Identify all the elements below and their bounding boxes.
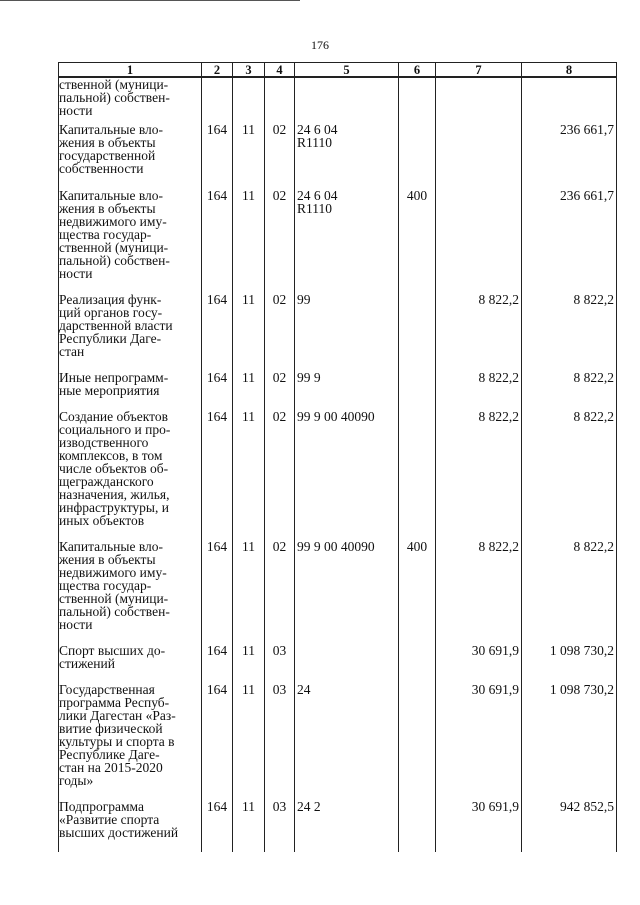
subsection-code: 02 bbox=[265, 410, 295, 540]
row-name-line: щества государ- bbox=[59, 227, 152, 242]
row-name-line: иных объектов bbox=[59, 513, 145, 528]
row-name-line: ности bbox=[59, 617, 93, 632]
row-name-line: социального и про- bbox=[59, 422, 171, 437]
target-article-code bbox=[295, 644, 399, 683]
expense-type-code: 400 bbox=[399, 540, 436, 644]
row-name-line: Иные непрограмм- bbox=[59, 370, 169, 385]
row-name-line: Республики Даге- bbox=[59, 331, 162, 346]
admin-code: 164 bbox=[202, 410, 233, 540]
row-name bbox=[59, 683, 202, 800]
section-code: 11 bbox=[233, 189, 265, 293]
expense-type-code bbox=[399, 644, 436, 683]
target-article-line: 24 6 04 bbox=[297, 122, 338, 137]
row-name bbox=[59, 410, 202, 540]
row-name-line: стан bbox=[59, 344, 85, 359]
row-name-line: Капитальные вло- bbox=[59, 188, 163, 203]
target-article-line: R1110 bbox=[297, 135, 333, 150]
amount-col7: 30 691,9 bbox=[436, 800, 522, 852]
row-name-line: инфраструктуры, и bbox=[59, 500, 169, 515]
row-name-line: числе объектов об- bbox=[59, 461, 169, 476]
row-name-line: ственной (муници- bbox=[59, 77, 169, 92]
section-code: 11 bbox=[233, 123, 265, 189]
table-row bbox=[59, 189, 617, 293]
row-name-line: Подпрограмма bbox=[59, 799, 144, 814]
subsection-code: 02 bbox=[265, 371, 295, 410]
row-name bbox=[59, 371, 202, 410]
table-row bbox=[59, 371, 617, 410]
amount-col7: 8 822,2 bbox=[436, 371, 522, 410]
row-name-line: ные мероприятия bbox=[59, 383, 160, 398]
admin-code: 164 bbox=[202, 683, 233, 800]
amount-col7: 30 691,9 bbox=[436, 683, 522, 800]
row-name bbox=[59, 123, 202, 189]
expense-type-code bbox=[399, 371, 436, 410]
subsection-code: 02 bbox=[265, 189, 295, 293]
amount-col8: 942 852,5 bbox=[522, 800, 617, 852]
row-name-line: дарственной власти bbox=[59, 318, 173, 333]
expense-type-code bbox=[399, 410, 436, 540]
row-name bbox=[59, 293, 202, 371]
amount-col7: 8 822,2 bbox=[436, 410, 522, 540]
admin-code: 164 bbox=[202, 293, 233, 371]
target-article-code bbox=[295, 683, 399, 800]
row-name-line: изводственного bbox=[59, 435, 149, 450]
row-name-line: щества государ- bbox=[59, 578, 152, 593]
row-name-line: комплексов, в том bbox=[59, 448, 163, 463]
target-article-code bbox=[295, 410, 399, 540]
amount-col7 bbox=[436, 123, 522, 189]
row-name-line: Реализация функ- bbox=[59, 292, 162, 307]
amount-col8: 1 098 730,2 bbox=[522, 644, 617, 683]
row-name-line: собственности bbox=[59, 161, 144, 176]
table-row bbox=[59, 293, 617, 371]
row-name-line: щегражданского bbox=[59, 474, 154, 489]
col-header-5: 5 bbox=[295, 63, 399, 78]
col-header-8: 8 bbox=[522, 63, 617, 78]
row-name-line: пальной) собствен- bbox=[59, 253, 170, 268]
amount-col8: 8 822,2 bbox=[522, 540, 617, 644]
target-article-line: 24 bbox=[297, 682, 311, 697]
row-name-line: ности bbox=[59, 266, 93, 281]
row-name-line: стан на 2015-2020 bbox=[59, 760, 163, 775]
table-row bbox=[59, 77, 617, 123]
admin-code: 164 bbox=[202, 371, 233, 410]
admin-code: 164 bbox=[202, 540, 233, 644]
amount-col7: 8 822,2 bbox=[436, 293, 522, 371]
col-header-4: 4 bbox=[265, 63, 295, 78]
expense-type-code bbox=[399, 123, 436, 189]
expense-type-code bbox=[399, 293, 436, 371]
col-header-7: 7 bbox=[436, 63, 522, 78]
target-article-code bbox=[295, 123, 399, 189]
amount-col8: 1 098 730,2 bbox=[522, 683, 617, 800]
section-code: 11 bbox=[233, 540, 265, 644]
target-article-line: 24 6 04 bbox=[297, 188, 338, 203]
section-code: 11 bbox=[233, 800, 265, 852]
budget-table bbox=[58, 62, 617, 852]
row-name-line: «Развитие спорта bbox=[59, 812, 160, 827]
row-name-line: пальной) собствен- bbox=[59, 604, 170, 619]
row-name-line: программа Респуб- bbox=[59, 695, 170, 710]
row-name-line: Капитальные вло- bbox=[59, 539, 163, 554]
amount-col7 bbox=[436, 77, 522, 123]
row-name-line: ственной (муници- bbox=[59, 591, 169, 606]
amount-col7 bbox=[436, 189, 522, 293]
row-name-line: ности bbox=[59, 103, 93, 118]
row-name bbox=[59, 540, 202, 644]
row-name-line: жения в объекты bbox=[59, 552, 156, 567]
admin-code: 164 bbox=[202, 644, 233, 683]
amount-col7: 30 691,9 bbox=[436, 644, 522, 683]
section-code: 11 bbox=[233, 683, 265, 800]
table-row bbox=[59, 644, 617, 683]
amount-col7: 8 822,2 bbox=[436, 540, 522, 644]
admin-code: 164 bbox=[202, 189, 233, 293]
expense-type-code bbox=[399, 800, 436, 852]
table-row bbox=[59, 683, 617, 800]
amount-col8: 236 661,7 bbox=[522, 123, 617, 189]
table-row bbox=[59, 123, 617, 189]
amount-col8: 8 822,2 bbox=[522, 410, 617, 540]
top-rule bbox=[0, 0, 300, 1]
section-code: 11 bbox=[233, 371, 265, 410]
row-name-line: Государственная bbox=[59, 682, 155, 697]
target-article-code bbox=[295, 371, 399, 410]
target-article-line: 99 9 00 40090 bbox=[297, 409, 375, 424]
row-name-line: недвижимого иму- bbox=[59, 214, 167, 229]
row-name-line: культуры и спорта в bbox=[59, 734, 175, 749]
page-number: 176 bbox=[311, 38, 329, 52]
row-name-line: витие физической bbox=[59, 721, 163, 736]
target-article-line: 99 9 bbox=[297, 370, 321, 385]
expense-type-code bbox=[399, 683, 436, 800]
row-name bbox=[59, 77, 202, 123]
row-name-line: высших достижений bbox=[59, 825, 179, 840]
col-header-1: 1 bbox=[59, 63, 202, 78]
target-article-code bbox=[295, 77, 399, 123]
subsection-code: 03 bbox=[265, 800, 295, 852]
expense-type-code: 400 bbox=[399, 189, 436, 293]
row-name-line: годы» bbox=[59, 773, 94, 788]
row-name-line: жения в объекты bbox=[59, 201, 156, 216]
amount-col8 bbox=[522, 77, 617, 123]
row-name-line: государственной bbox=[59, 148, 156, 163]
row-name-line: Создание объектов bbox=[59, 409, 169, 424]
target-article-line: 99 bbox=[297, 292, 311, 307]
amount-col8: 236 661,7 bbox=[522, 189, 617, 293]
target-article-code bbox=[295, 800, 399, 852]
target-article-line: R1110 bbox=[297, 201, 333, 216]
row-name-line: Капитальные вло- bbox=[59, 122, 163, 137]
col-header-6: 6 bbox=[399, 63, 436, 78]
col-header-3: 3 bbox=[233, 63, 265, 78]
section-code: 11 bbox=[233, 644, 265, 683]
admin-code bbox=[202, 77, 233, 123]
target-article-code bbox=[295, 293, 399, 371]
admin-code: 164 bbox=[202, 123, 233, 189]
col-header-2: 2 bbox=[202, 63, 233, 78]
table-row bbox=[59, 410, 617, 540]
section-code bbox=[233, 77, 265, 123]
table-row bbox=[59, 800, 617, 852]
subsection-code bbox=[265, 77, 295, 123]
target-article-code bbox=[295, 540, 399, 644]
header-row bbox=[59, 63, 617, 78]
target-article-line: 99 9 00 40090 bbox=[297, 539, 375, 554]
subsection-code: 03 bbox=[265, 683, 295, 800]
subsection-code: 03 bbox=[265, 644, 295, 683]
subsection-code: 02 bbox=[265, 293, 295, 371]
admin-code: 164 bbox=[202, 800, 233, 852]
row-name-line: Республике Даге- bbox=[59, 747, 160, 762]
row-name-line: лики Дагестан «Раз- bbox=[59, 708, 176, 723]
row-name-line: Спорт высших до- bbox=[59, 643, 166, 658]
target-article-line: 24 2 bbox=[297, 799, 321, 814]
row-name-line: ций органов госу- bbox=[59, 305, 163, 320]
target-article-code bbox=[295, 189, 399, 293]
row-name bbox=[59, 800, 202, 852]
expense-type-code bbox=[399, 77, 436, 123]
row-name bbox=[59, 644, 202, 683]
row-name-line: недвижимого иму- bbox=[59, 565, 167, 580]
section-code: 11 bbox=[233, 410, 265, 540]
row-name-line: назначения, жилья, bbox=[59, 487, 170, 502]
row-name bbox=[59, 189, 202, 293]
table-row bbox=[59, 540, 617, 644]
amount-col8: 8 822,2 bbox=[522, 371, 617, 410]
row-name-line: жения в объекты bbox=[59, 135, 156, 150]
row-name-line: ственной (муници- bbox=[59, 240, 169, 255]
subsection-code: 02 bbox=[265, 123, 295, 189]
row-name-line: стижений bbox=[59, 656, 115, 671]
amount-col8: 8 822,2 bbox=[522, 293, 617, 371]
section-code: 11 bbox=[233, 293, 265, 371]
subsection-code: 02 bbox=[265, 540, 295, 644]
row-name-line: пальной) собствен- bbox=[59, 90, 170, 105]
